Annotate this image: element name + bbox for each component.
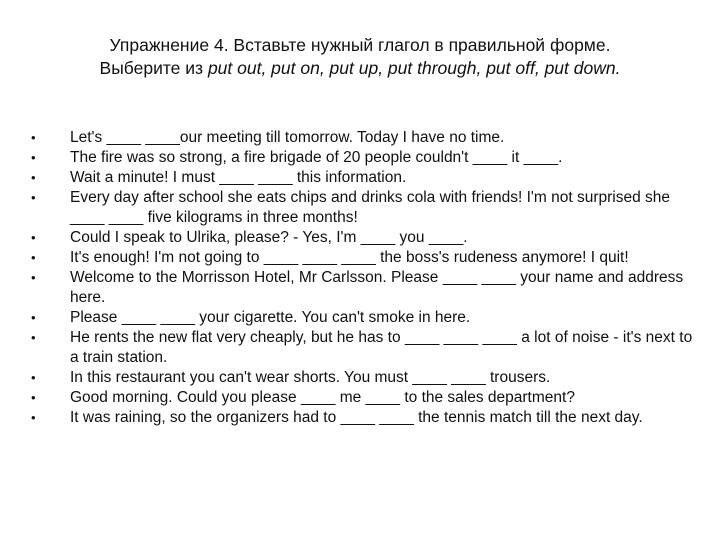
item-text: Every day after school she eats chips and drinks cola with friends! I'm not surprised she ____ ____ five kilograms in three months! — [70, 189, 670, 226]
title-line-2 — [30, 57, 690, 80]
bullet-icon: • — [31, 170, 36, 185]
list-item — [28, 368, 698, 388]
list-item — [28, 148, 698, 168]
bullet-icon: • — [31, 410, 36, 425]
bullet-icon: • — [31, 390, 36, 405]
list-item — [28, 408, 698, 428]
exercise-list — [28, 128, 698, 428]
list-item — [28, 248, 698, 268]
bullet-icon: • — [31, 130, 36, 145]
list-item — [28, 328, 698, 368]
item-text: Wait a minute! I must ____ ____ this information. — [70, 169, 407, 186]
item-text: In this restaurant you can't wear shorts. You must ____ ____ trousers. — [70, 369, 551, 386]
list-item — [28, 228, 698, 248]
bullet-icon: • — [31, 270, 36, 285]
item-text: Good morning. Could you please ____ me ____ to the sales department? — [70, 389, 575, 406]
item-text: Please ____ ____ your cigarette. You can't smoke in here. — [70, 309, 471, 326]
item-text: It's enough! I'm not going to ____ ____ ____ the boss's rudeness anymore! I quit! — [70, 249, 629, 266]
list-item — [28, 168, 698, 188]
bullet-icon: • — [31, 190, 36, 205]
list-item — [28, 128, 698, 148]
bullet-icon: • — [31, 330, 36, 345]
title-line-2-prefix: Выберите из — [99, 58, 208, 78]
item-text: Could I speak to Ulrika, please? - Yes, I'm ____ you ____. — [70, 229, 468, 246]
list-item — [28, 268, 698, 308]
item-text: It was raining, so the organizers had to ____ ____ the tennis match till the next day. — [70, 409, 643, 426]
list-item — [28, 388, 698, 408]
item-text: Let's ____ ____our meeting till tomorrow. Today I have no time. — [70, 129, 505, 146]
bullet-icon: • — [31, 150, 36, 165]
bullet-icon: • — [31, 310, 36, 325]
item-text: The fire was so strong, a fire brigade of 20 people couldn't ____ it ____. — [70, 149, 563, 166]
verb-options: put out, put on, put up, put through, put off, put down. — [207, 58, 621, 78]
exercise-title — [30, 34, 690, 80]
list-item — [28, 308, 698, 328]
item-text: Welcome to the Morrisson Hotel, Mr Carlsson. Please ____ ____ your name and address here. — [70, 269, 684, 306]
item-text: He rents the new flat very cheaply, but he has to ____ ____ ____ a lot of noise - it's next to a train station. — [70, 329, 693, 366]
list-item — [28, 188, 698, 228]
title-line-1: Упражнение 4. Вставьте нужный глагол в правильной форме. — [109, 35, 611, 55]
bullet-icon: • — [31, 230, 36, 245]
bullet-icon: • — [31, 250, 36, 265]
bullet-icon: • — [31, 370, 36, 385]
